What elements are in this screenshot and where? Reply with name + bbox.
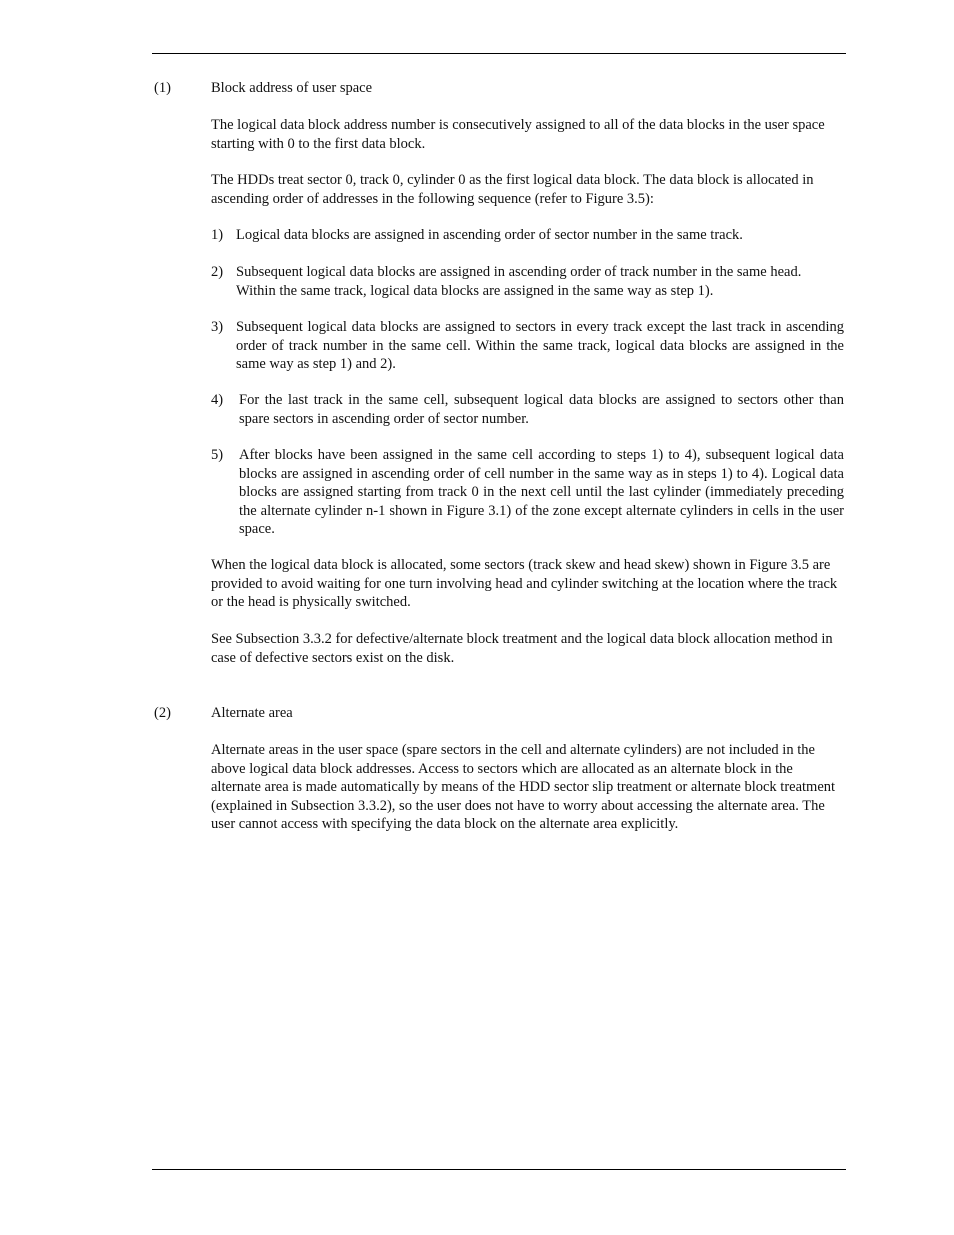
section-1-paragraph-3: When the logical data block is allocated, some sectors (track skew and head skew) shown in Figure 3.5 are provided to avoid waiting for one turn involving head and cylinder switching at the location where the track or the head is physically switched. bbox=[211, 557, 838, 610]
header-rule bbox=[152, 53, 846, 54]
step-1-marker: 1) bbox=[211, 227, 224, 243]
step-2-text: Subsequent logical data blocks are assigned in ascending order of track number in the same head. Within the same track, logical data blocks are assigned in the same way as step 1). bbox=[236, 264, 802, 299]
section-2-number: (2) bbox=[154, 705, 171, 721]
list-item-step-1 bbox=[211, 226, 844, 245]
list-item-step-2 bbox=[211, 263, 844, 300]
section-1-title: Block address of user space bbox=[211, 80, 373, 96]
list-item-step-3 bbox=[211, 318, 844, 374]
step-3-marker: 3) bbox=[211, 319, 224, 335]
section-1-paragraph-1: The logical data block address number is consecutively assigned to all of the data blocks in the user space starting with 0 to the first data block. bbox=[211, 117, 825, 152]
step-4-text: For the last track in the same cell, subsequent logical data blocks are assigned to sectors other than spare sectors in ascending order of sector number. bbox=[239, 392, 844, 427]
step-2-marker: 2) bbox=[211, 264, 224, 280]
step-3-text: Subsequent logical data blocks are assigned to sectors in every track except the last track in ascending order of track number in the same cell. Within the same track, logical data blocks are assigned in the same way as step 1) and 2). bbox=[236, 319, 844, 372]
list-item-step-4 bbox=[211, 391, 844, 428]
section-2-paragraph-1: Alternate areas in the user space (spare sectors in the cell and alternate cylinders) are not included in the above logical data block addresses. Access to sectors which are allocated as an alternate block in the alternate area is made automatically by means of the HDD sector slip treatment or alternate block treatment (explained in Subsection 3.3.2), so the user does not have to worry about accessing the alternate area. The user cannot access with specifying the data block on the alternate area explicitly. bbox=[211, 742, 836, 832]
step-1-text: Logical data blocks are assigned in ascending order of sector number in the same track. bbox=[236, 227, 743, 243]
section-2-title: Alternate area bbox=[211, 705, 293, 721]
step-4-marker: 4) bbox=[211, 392, 224, 408]
section-1-number: (1) bbox=[154, 80, 171, 96]
list-item-step-5 bbox=[211, 446, 844, 539]
footer-rule bbox=[152, 1169, 846, 1170]
section-1-paragraph-2: The HDDs treat sector 0, track 0, cylinder 0 as the first logical data block. The data block is allocated in ascending order of addresses in the following sequence (refer to Figure 3.5): bbox=[211, 172, 814, 207]
section-1-paragraph-4: See Subsection 3.3.2 for defective/alternate block treatment and the logical data block allocation method in case of defective sectors exist on the disk. bbox=[211, 631, 833, 666]
step-5-marker: 5) bbox=[211, 447, 224, 463]
step-5-text: After blocks have been assigned in the same cell according to steps 1) to 4), subsequent logical data blocks are assigned in ascending order of cell number in the same way as in steps 1) to 4). Logical data blocks are assigned starting from track 0 in the next cell until the last cylinder (immediately preceding the alternate cylinder n-1 shown in Figure 3.1) of the zone except alternate cylinders in cells in the user space. bbox=[239, 447, 844, 537]
